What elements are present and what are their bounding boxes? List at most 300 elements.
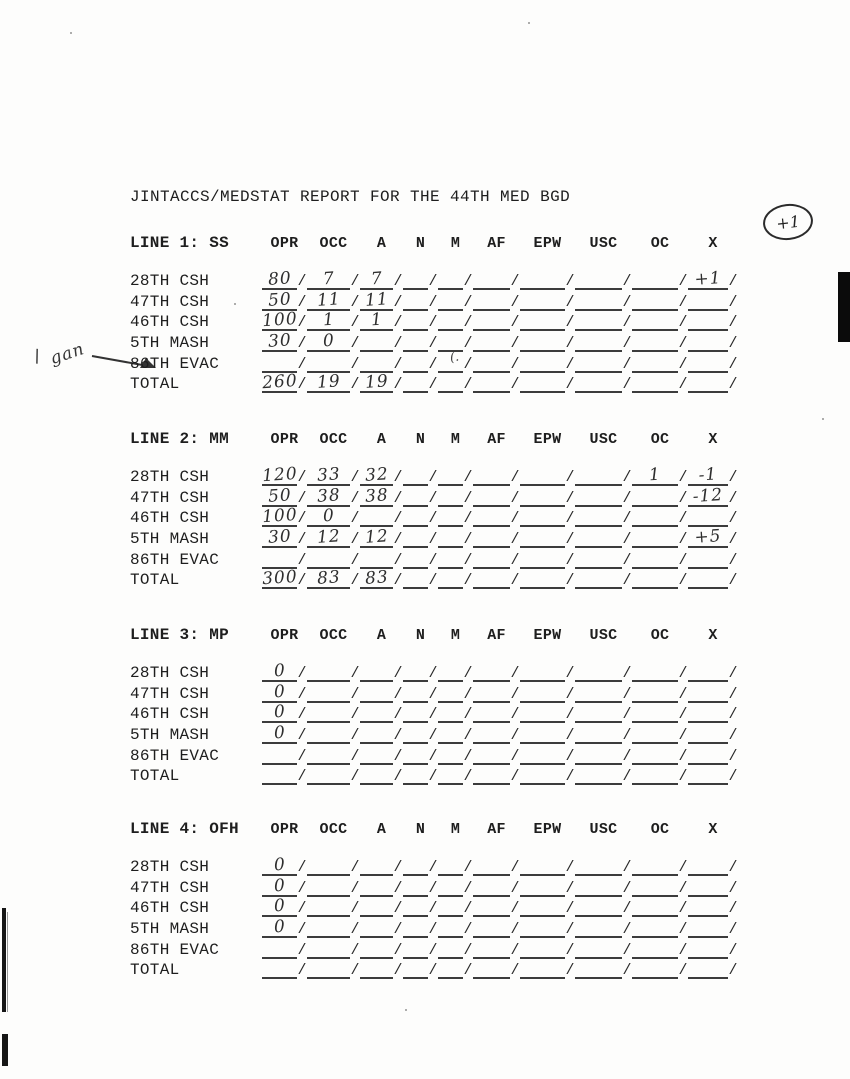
table-row [130, 918, 738, 938]
row-slots [262, 765, 738, 785]
slash-separator: / [428, 768, 438, 785]
field-underline [632, 660, 678, 682]
slash-separator: / [510, 294, 520, 311]
slash-separator: / [565, 531, 575, 548]
slash-separator: / [393, 376, 403, 393]
slash-separator: / [428, 294, 438, 311]
slash-separator: / [428, 552, 438, 569]
field-underline [575, 289, 622, 311]
slash-separator: / [350, 686, 360, 703]
slash-separator: / [393, 727, 403, 744]
field-underline [520, 330, 565, 352]
field-slot [307, 683, 360, 703]
row-label: 46TH CSH [130, 313, 210, 331]
slash-separator: / [678, 572, 688, 589]
field-slot [360, 353, 403, 373]
row-label: 47TH CSH [130, 685, 210, 703]
slash-separator: / [297, 314, 307, 331]
field-underline [473, 371, 510, 393]
handwritten-value: +1 [693, 268, 723, 290]
field-underline [575, 957, 622, 979]
column-header: N [415, 235, 426, 252]
slash-separator: / [350, 572, 360, 589]
scan-artifact-left-mark [2, 908, 6, 1012]
slash-separator: / [728, 552, 738, 569]
field-slot [575, 683, 632, 703]
slash-separator: / [622, 531, 632, 548]
field-slot [403, 703, 438, 723]
handwritten-value: 100 [261, 504, 298, 528]
field-slot [520, 939, 575, 959]
field-underline [403, 351, 428, 373]
column-headers [262, 627, 738, 644]
field-slot [262, 353, 307, 373]
slash-separator: / [463, 686, 473, 703]
slash-separator: / [297, 531, 307, 548]
column-header: N [415, 627, 426, 644]
field-underline [632, 526, 678, 548]
field-underline [438, 485, 463, 507]
field-underline [575, 330, 622, 352]
section-label: LINE 3: MP [130, 626, 230, 644]
field-underline [403, 371, 428, 393]
field-slot [632, 745, 688, 765]
field-underline [307, 371, 350, 393]
slash-separator: / [678, 552, 688, 569]
field-slot [403, 918, 438, 938]
row-label: TOTAL [130, 767, 180, 785]
field-slot [360, 662, 403, 682]
field-underline [403, 330, 428, 352]
field-slot [403, 662, 438, 682]
field-underline [438, 289, 463, 311]
slash-separator: / [393, 942, 403, 959]
field-slot [262, 959, 307, 979]
handwritten-value: 83 [315, 567, 341, 589]
field-slot [473, 856, 520, 876]
slash-separator: / [350, 294, 360, 311]
field-underline [520, 567, 565, 589]
slash-separator: / [393, 294, 403, 311]
field-slot [473, 569, 520, 589]
field-underline [360, 681, 393, 703]
margin-note-tick: \ [32, 345, 42, 368]
slash-separator: / [297, 727, 307, 744]
field-underline [520, 722, 565, 744]
field-underline [520, 916, 565, 938]
field-underline [438, 895, 463, 917]
field-slot [307, 959, 360, 979]
field-slot [438, 703, 473, 723]
field-underline [262, 330, 297, 352]
field-slot [473, 528, 520, 548]
slash-separator: / [350, 900, 360, 917]
slash-separator: / [297, 335, 307, 352]
field-slot [688, 662, 738, 682]
field-slot [473, 487, 520, 507]
field-underline [438, 309, 463, 331]
field-underline [360, 660, 393, 682]
field-slot [403, 507, 438, 527]
row-slots [262, 270, 738, 290]
field-underline [688, 895, 728, 917]
handwritten-value: 33 [315, 464, 341, 486]
table-row [130, 549, 738, 569]
column-header: AF [487, 821, 506, 838]
scan-speckle [234, 303, 236, 305]
field-underline [262, 957, 297, 979]
section-header [130, 624, 760, 644]
field-underline [307, 916, 350, 938]
slash-separator: / [565, 706, 575, 723]
field-slot [575, 703, 632, 723]
field-slot [403, 291, 438, 311]
slash-separator: / [622, 921, 632, 938]
field-underline [360, 330, 393, 352]
field-underline [360, 701, 393, 723]
field-underline [403, 309, 428, 331]
handwritten-value: 0 [272, 681, 287, 703]
column-header: OCC [319, 627, 348, 644]
field-slot [520, 353, 575, 373]
field-slot [307, 703, 360, 723]
field-slot [360, 959, 403, 979]
field-underline [307, 567, 350, 589]
field-underline [632, 895, 678, 917]
field-underline [688, 875, 728, 897]
table-row [130, 745, 738, 765]
field-underline [403, 268, 428, 290]
slash-separator: / [565, 469, 575, 486]
field-slot [403, 959, 438, 979]
slash-separator: / [678, 294, 688, 311]
field-slot [632, 569, 688, 589]
field-slot [632, 466, 688, 486]
report-section [130, 624, 760, 794]
report-section [130, 232, 760, 402]
field-underline [262, 916, 297, 938]
field-underline [360, 547, 393, 569]
slash-separator: / [297, 962, 307, 979]
slash-separator: / [678, 665, 688, 682]
margin-handwritten-note [28, 336, 138, 376]
field-slot [575, 918, 632, 938]
field-slot [632, 291, 688, 311]
slash-separator: / [463, 335, 473, 352]
slash-separator: / [428, 686, 438, 703]
slash-separator: / [393, 921, 403, 938]
row-label: 5TH MASH [130, 530, 210, 548]
slash-separator: / [510, 314, 520, 331]
field-slot [262, 765, 307, 785]
slash-separator: / [678, 962, 688, 979]
field-underline [262, 763, 297, 785]
field-underline [360, 309, 393, 331]
field-slot [575, 528, 632, 548]
field-slot [360, 332, 403, 352]
field-slot [403, 856, 438, 876]
field-slot [307, 291, 360, 311]
handwritten-value: 38 [363, 485, 389, 507]
field-underline [632, 743, 678, 765]
slash-separator: / [565, 665, 575, 682]
slash-separator: / [428, 572, 438, 589]
section-header [130, 232, 760, 252]
slash-separator: / [728, 706, 738, 723]
handwritten-value: 0 [272, 660, 287, 682]
field-underline [262, 681, 297, 703]
field-underline [473, 895, 510, 917]
slash-separator: / [510, 469, 520, 486]
handwritten-value: 260 [261, 370, 298, 394]
field-slot [520, 528, 575, 548]
field-slot [688, 373, 738, 393]
handwritten-value: 0 [272, 895, 287, 917]
slash-separator: / [728, 880, 738, 897]
field-underline [438, 547, 463, 569]
slash-separator: / [728, 294, 738, 311]
field-underline [360, 937, 393, 959]
field-slot [403, 765, 438, 785]
slash-separator: / [622, 490, 632, 507]
slash-separator: / [463, 665, 473, 682]
column-header: USC [589, 821, 618, 838]
slash-separator: / [728, 962, 738, 979]
slash-separator: / [350, 490, 360, 507]
field-underline [688, 916, 728, 938]
slash-separator: / [463, 469, 473, 486]
field-underline [360, 916, 393, 938]
field-slot [520, 662, 575, 682]
field-slot [575, 662, 632, 682]
field-underline [403, 763, 428, 785]
handwritten-value: 1 [369, 309, 384, 331]
row-slots [261, 504, 738, 528]
field-slot [438, 918, 473, 938]
field-slot [575, 549, 632, 569]
field-slot [575, 487, 632, 507]
slash-separator: / [678, 859, 688, 876]
table-row [130, 897, 738, 917]
field-underline [520, 937, 565, 959]
table-row [130, 765, 738, 785]
slash-separator: / [678, 942, 688, 959]
field-underline [307, 937, 350, 959]
field-underline [473, 722, 510, 744]
field-underline [307, 351, 350, 373]
field-underline [262, 937, 297, 959]
field-underline [575, 681, 622, 703]
field-slot [575, 877, 632, 897]
slash-separator: / [463, 572, 473, 589]
field-slot [438, 856, 473, 876]
slash-separator: / [393, 273, 403, 290]
slash-separator: / [463, 376, 473, 393]
field-underline [520, 485, 565, 507]
field-slot [360, 703, 403, 723]
field-slot [307, 466, 360, 486]
slash-separator: / [428, 531, 438, 548]
field-underline [360, 854, 393, 876]
field-slot [575, 291, 632, 311]
field-slot [632, 270, 688, 290]
slash-separator: / [728, 510, 738, 527]
column-headers [262, 431, 738, 448]
field-slot [473, 507, 520, 527]
field-underline [403, 875, 428, 897]
field-slot [473, 373, 520, 393]
field-underline [632, 701, 678, 723]
column-header: A [376, 235, 387, 252]
slash-separator: / [622, 665, 632, 682]
table-row [130, 504, 738, 528]
field-slot [520, 745, 575, 765]
field-underline [360, 957, 393, 979]
row-slots [261, 308, 738, 332]
row-slots [262, 745, 738, 765]
field-underline [520, 743, 565, 765]
field-slot [403, 466, 438, 486]
field-underline [403, 505, 428, 527]
handwritten-value: 0 [272, 875, 287, 897]
column-header: OCC [319, 431, 348, 448]
field-slot [261, 463, 307, 487]
slash-separator: / [678, 531, 688, 548]
row-slots [262, 549, 738, 569]
field-slot [307, 745, 360, 765]
field-underline [473, 854, 510, 876]
field-underline [575, 351, 622, 373]
field-underline [575, 526, 622, 548]
slash-separator: / [622, 356, 632, 373]
slash-separator: / [297, 572, 307, 589]
table-row [130, 662, 738, 682]
field-underline [473, 526, 510, 548]
field-underline [438, 916, 463, 938]
slash-separator: / [428, 706, 438, 723]
handwritten-value: 0 [321, 505, 336, 527]
slash-separator: / [297, 942, 307, 959]
field-underline [473, 309, 510, 331]
field-slot [360, 897, 403, 917]
slash-separator: / [350, 962, 360, 979]
row-label: 28TH CSH [130, 272, 210, 290]
field-slot [360, 311, 403, 331]
row-label: 46TH CSH [130, 899, 210, 917]
field-underline [632, 464, 678, 486]
field-slot [632, 724, 688, 744]
field-slot [520, 332, 575, 352]
field-underline [688, 743, 728, 765]
field-underline [688, 547, 728, 569]
field-slot [473, 745, 520, 765]
field-slot [520, 569, 575, 589]
column-header: OC [650, 627, 670, 644]
field-underline [262, 371, 297, 393]
slash-separator: / [428, 921, 438, 938]
column-header: A [376, 431, 387, 448]
field-slot [262, 332, 307, 352]
field-underline [262, 567, 297, 589]
field-slot [632, 897, 688, 917]
field-slot [262, 487, 307, 507]
field-underline [688, 937, 728, 959]
field-underline [520, 268, 565, 290]
row-slots [261, 370, 738, 394]
row-slots [262, 353, 738, 373]
field-underline [438, 505, 463, 527]
field-underline [307, 743, 350, 765]
slash-separator: / [678, 727, 688, 744]
slash-separator: / [678, 748, 688, 765]
field-slot [688, 856, 738, 876]
field-slot [403, 353, 438, 373]
handwritten-value: -12 [692, 484, 724, 508]
field-underline [520, 701, 565, 723]
column-header: EPW [533, 431, 562, 448]
field-slot [262, 724, 307, 744]
field-slot [438, 373, 473, 393]
handwritten-value: 7 [321, 268, 336, 290]
slash-separator: / [350, 531, 360, 548]
field-underline [262, 547, 297, 569]
field-slot [632, 918, 688, 938]
scan-artifact-left-line [7, 912, 8, 1012]
field-slot [520, 549, 575, 569]
field-underline [473, 547, 510, 569]
field-underline [403, 464, 428, 486]
field-slot [473, 311, 520, 331]
field-underline [438, 681, 463, 703]
field-underline [520, 371, 565, 393]
circled-annotation-text: +1 [775, 211, 801, 233]
slash-separator: / [728, 768, 738, 785]
row-label: 28TH CSH [130, 858, 210, 876]
slash-separator: / [428, 900, 438, 917]
field-slot [307, 939, 360, 959]
slash-separator: / [510, 921, 520, 938]
field-slot [403, 724, 438, 744]
slash-separator: / [393, 880, 403, 897]
field-underline [520, 681, 565, 703]
field-underline [262, 351, 297, 373]
table-row [130, 270, 738, 290]
field-underline [262, 485, 297, 507]
slash-separator: / [463, 706, 473, 723]
field-underline [632, 371, 678, 393]
report-section [130, 428, 760, 598]
field-underline [632, 875, 678, 897]
field-underline [473, 660, 510, 682]
field-slot [438, 877, 473, 897]
field-slot [520, 765, 575, 785]
field-slot [360, 466, 403, 486]
field-slot [360, 487, 403, 507]
field-slot [688, 745, 738, 765]
section-label: LINE 2: MM [130, 430, 230, 448]
row-label: 86TH EVAC [130, 355, 220, 373]
slash-separator: / [565, 859, 575, 876]
slash-separator: / [622, 552, 632, 569]
field-underline [473, 937, 510, 959]
field-underline [307, 526, 350, 548]
field-slot [262, 877, 307, 897]
field-slot [307, 549, 360, 569]
field-slot [473, 291, 520, 311]
field-slot [360, 270, 403, 290]
column-header: M [450, 235, 461, 252]
slash-separator: / [565, 768, 575, 785]
